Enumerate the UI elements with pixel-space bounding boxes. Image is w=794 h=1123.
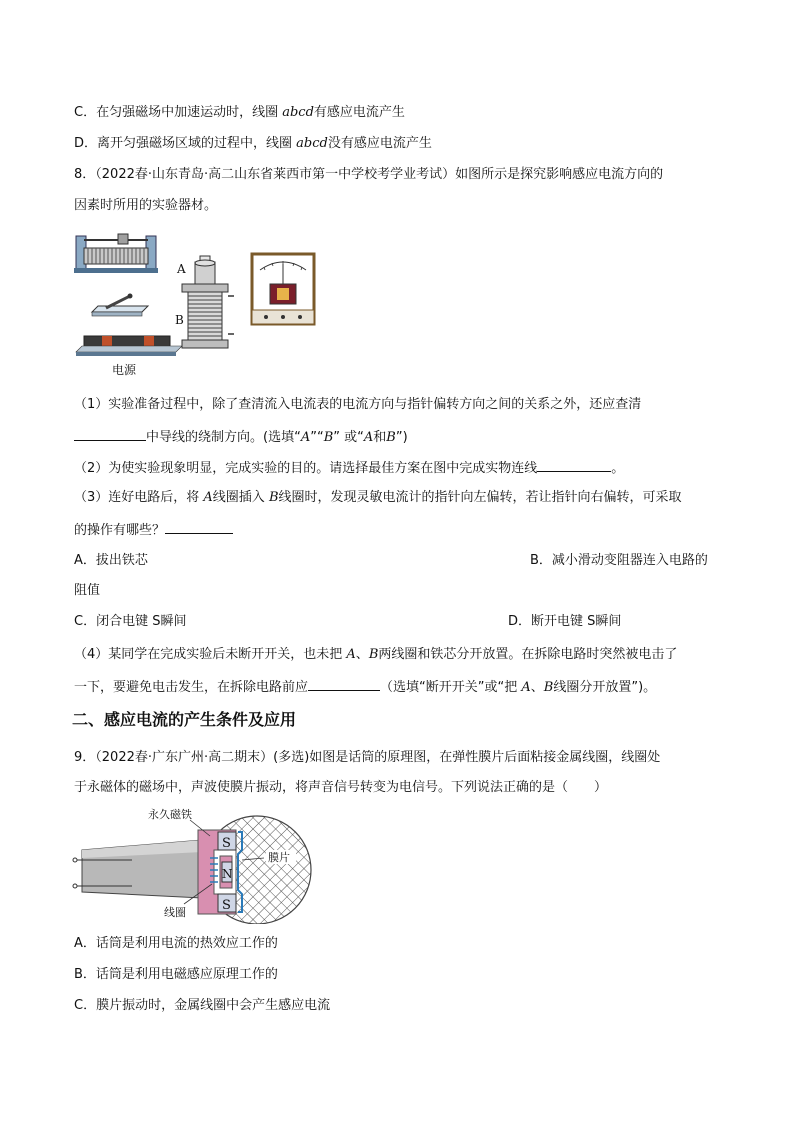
section-heading: 二、感应电流的产生条件及应用: [72, 710, 297, 729]
pole-n-label: N: [222, 867, 233, 881]
galvanometer: [252, 254, 314, 324]
q9-stem-line2: 于永磁体的磁场中，声波使膜片振动，将声音信号转变为电信号。下列说法正确的是（ ）: [74, 780, 608, 795]
q9-microphone-figure: [72, 806, 322, 924]
answer-blank[interactable]: [74, 427, 146, 441]
q8-sub4-line2: 一下，要避免电击发生，在拆除电路前应 （选填“断开开关”或“把 A、B线圈分开放置”)。: [74, 677, 656, 697]
q9-stem-line1: 9．（2022春·广东广州·高二期末）(多选)如图是话筒的原理图，在弹性膜片后面粘接金属线圈，线圈处: [74, 750, 661, 765]
q9-option-a: A．话筒是利用电流的热效应工作的: [74, 936, 278, 951]
magnet-label: 永久磁铁: [148, 808, 192, 821]
q9-option-b: B．话筒是利用电磁感应原理工作的: [74, 967, 278, 982]
q8-option-b-cont: 阻值: [74, 583, 101, 598]
q8-stem-line2: 因素时所用的实验器材。: [74, 198, 218, 213]
microphone-handle: [73, 840, 202, 898]
q8-sub3-line2: 的操作有哪些？: [74, 520, 233, 540]
coil-assembly: [182, 256, 234, 348]
q8-option-b: B．减小滑动变阻器连入电路的: [530, 553, 708, 568]
answer-blank[interactable]: [165, 520, 233, 534]
answer-blank[interactable]: [308, 677, 380, 691]
q8-stem-line1: 8．（2022春·山东青岛·高二山东省莱西市第一中学校考学业考试）如图所示是探究影响感应电流方向的: [74, 167, 664, 182]
q8-sub1-line2: 中导线的绕制方向。(选填“A”“B” 或“A和B”): [74, 427, 408, 447]
knife-switch: [92, 294, 148, 317]
q8-sub1-line1: （1）实验准备过程中，除了查清流入电流表的电流方向与指针偏转方向之间的关系之外，还应查清: [74, 397, 642, 412]
q7-option-d: D．离开匀强磁场区域的过程中，线圈 abcd没有感应电流产生: [74, 136, 432, 151]
power-source: [76, 336, 182, 356]
q8-sub4-line1: （4）某同学在完成实验后未断开开关，也未把 A、B两线圈和铁芯分开放置。在拆除电路时突然被电击了: [74, 647, 678, 662]
answer-blank[interactable]: [537, 458, 611, 472]
q7-option-c: C．在匀强磁场中加速运动时，线圈 abcd有感应电流产生: [74, 105, 405, 120]
pole-s-top-label: S: [222, 836, 231, 851]
power-source-label: 电源: [112, 363, 137, 377]
q8-sub3-line1: （3）连好电路后，将 A线圈插入 B线圈时，发现灵敏电流计的指针向左偏转，若让指针向右偏转，可采取: [74, 490, 682, 505]
q8-option-c: C．闭合电键 S瞬间: [74, 614, 187, 629]
coil-label: 线圈: [164, 906, 186, 919]
q8-option-a: A．拔出铁芯: [74, 553, 148, 568]
q9-option-c: C．膜片振动时，金属线圈中会产生感应电流: [74, 998, 331, 1013]
q8-apparatus-figure: [72, 226, 332, 378]
q8-option-d: D．断开电键 S瞬间: [508, 614, 622, 629]
sliding-rheostat: [74, 234, 158, 273]
permanent-magnet: [198, 830, 242, 914]
diaphragm-label: 膜片: [268, 851, 290, 864]
pole-s-bottom-label: S: [222, 898, 231, 913]
coil-a-label: A: [177, 262, 186, 276]
coil-b-label: B: [175, 313, 184, 327]
q8-sub2: （2）为使实验现象明显，完成实验的目的。请选择最佳方案在图中完成实物连线 。: [74, 458, 624, 478]
